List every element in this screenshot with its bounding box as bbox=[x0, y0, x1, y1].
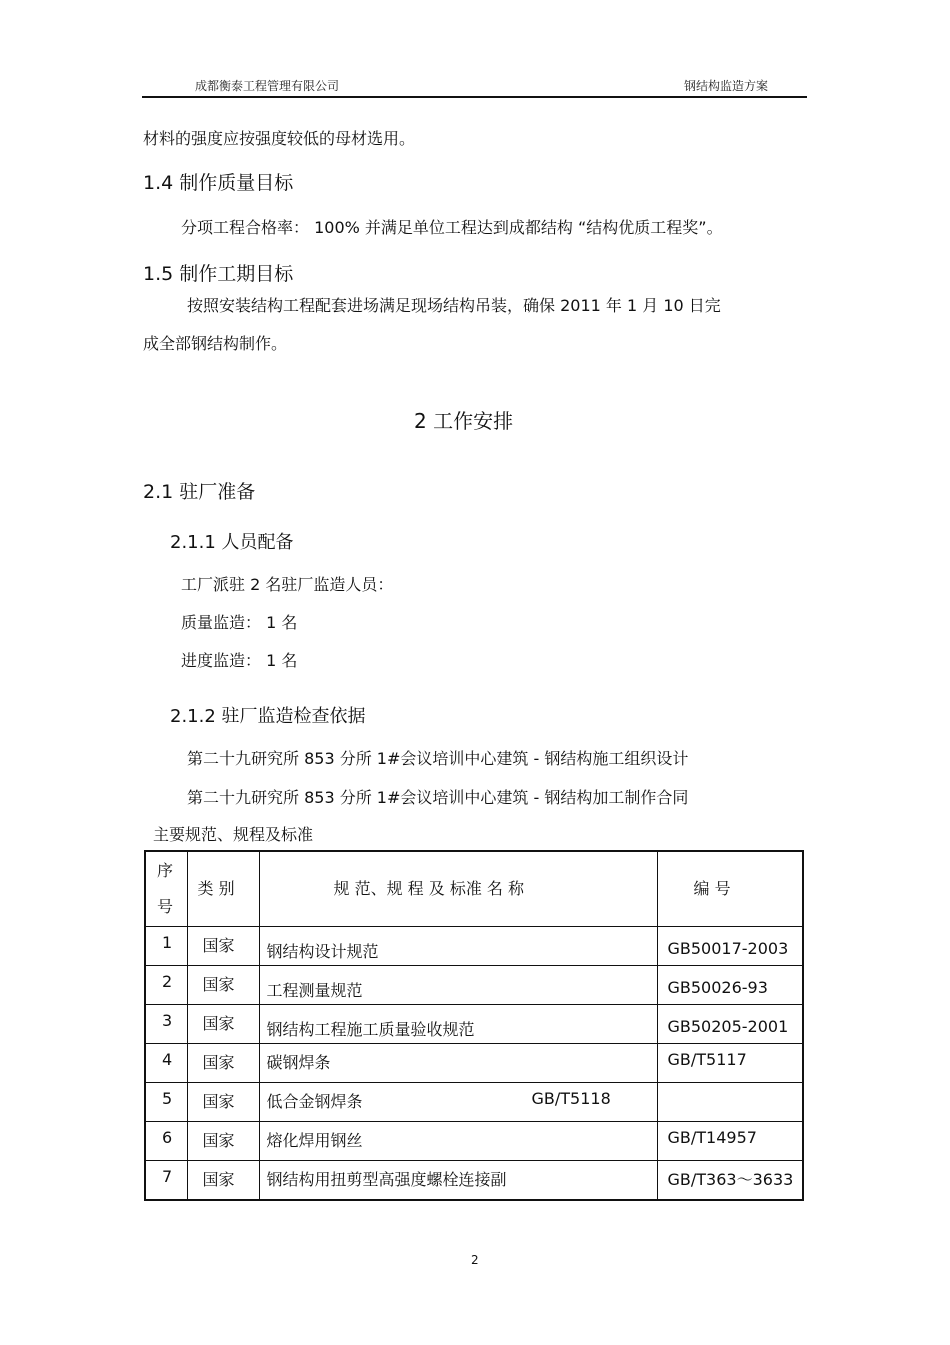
row-no: 1 bbox=[162, 933, 173, 952]
row-name: 钢结构工程施工质量验收规范 bbox=[266, 1020, 475, 1039]
table-row bbox=[145, 1044, 803, 1083]
row-category: 国家 bbox=[202, 1092, 235, 1111]
row-code-misaligned: GB/T5118 bbox=[531, 1089, 611, 1108]
header-no bbox=[145, 851, 187, 927]
row-code: GB/T363～3633 bbox=[667, 1170, 794, 1189]
section-1-5-text-line2: 成全部钢结构制作。 bbox=[143, 334, 288, 353]
row-category: 国家 bbox=[202, 1014, 235, 1033]
table-row bbox=[145, 1083, 803, 1122]
row-category: 国家 bbox=[202, 936, 235, 955]
row-code: GB50026-93 bbox=[667, 978, 768, 997]
section-2-1-1-title: 2.1.1 人员配备 bbox=[170, 532, 294, 553]
section-1-5-title: 1.5 制作工期目标 bbox=[143, 263, 294, 285]
section-1-4-text: 分项工程合格率： 100% 并满足单位工程达到成都结构 “结构优质工程奖”。 bbox=[181, 218, 723, 237]
row-category: 国家 bbox=[202, 1170, 235, 1189]
quality-supervisor-line: 质量监造： 1 名 bbox=[181, 613, 298, 632]
chapter-2-title: 2 工作安排 bbox=[414, 409, 514, 433]
row-code: GB/T5117 bbox=[667, 1050, 747, 1069]
row-name: 工程测量规范 bbox=[266, 981, 363, 1000]
table-row bbox=[145, 1161, 803, 1201]
table-row bbox=[145, 1122, 803, 1161]
standards-caption: 主要规范、规程及标准 bbox=[153, 825, 314, 844]
header-code: 编 号 bbox=[657, 851, 803, 927]
row-code: GB50205-2001 bbox=[667, 1017, 789, 1036]
header-no-bottom: 号 bbox=[157, 897, 174, 916]
row-code: GB/T14957 bbox=[667, 1128, 757, 1147]
header-category: 类 别 bbox=[187, 851, 259, 927]
header-company: 成都衡泰工程管理有限公司 bbox=[195, 79, 340, 93]
row-no: 3 bbox=[162, 1011, 173, 1030]
header-no-top: 序 bbox=[157, 861, 174, 880]
table-row bbox=[145, 1005, 803, 1044]
row-no: 4 bbox=[162, 1050, 173, 1069]
section-2-1-title: 2.1 驻厂准备 bbox=[143, 481, 256, 503]
row-name: 熔化焊用钢丝 bbox=[266, 1131, 363, 1150]
schedule-supervisor-line: 进度监造： 1 名 bbox=[181, 651, 298, 670]
row-name: 碳钢焊条 bbox=[266, 1053, 331, 1072]
row-no: 5 bbox=[162, 1089, 173, 1108]
header-rule bbox=[142, 96, 807, 98]
row-category: 国家 bbox=[202, 975, 235, 994]
row-name: 钢结构设计规范 bbox=[266, 942, 379, 961]
row-no: 2 bbox=[162, 972, 173, 991]
staffing-line: 工厂派驻 2 名驻厂监造人员： bbox=[181, 575, 394, 594]
row-name: 钢结构用扭剪型高强度螺栓连接副 bbox=[266, 1170, 507, 1189]
row-no: 7 bbox=[162, 1167, 173, 1186]
basis-line-2: 第二十九研究所 853 分所 1#会议培训中心建筑 - 钢结构加工制作合同 bbox=[187, 788, 689, 807]
table-row bbox=[145, 966, 803, 1005]
row-no: 6 bbox=[162, 1128, 173, 1147]
section-2-1-2-title: 2.1.2 驻厂监造检查依据 bbox=[170, 706, 366, 727]
header-name: 规 范、规 程 及 标准 名 称 bbox=[259, 851, 657, 927]
table-header-row bbox=[145, 851, 803, 927]
row-code: GB50017-2003 bbox=[667, 939, 789, 958]
row-name: 低合金钢焊条 bbox=[266, 1092, 363, 1111]
header-doc-title: 钢结构监造方案 bbox=[684, 79, 769, 93]
row-category: 国家 bbox=[202, 1131, 235, 1150]
intro-paragraph: 材料的强度应按强度较低的母材选用。 bbox=[143, 129, 416, 148]
section-1-4-title: 1.4 制作质量目标 bbox=[143, 172, 294, 194]
row-category: 国家 bbox=[202, 1053, 235, 1072]
standards-table bbox=[144, 850, 804, 1201]
page-number: 2 bbox=[471, 1253, 479, 1267]
basis-line-1: 第二十九研究所 853 分所 1#会议培训中心建筑 - 钢结构施工组织设计 bbox=[187, 749, 689, 768]
table-row bbox=[145, 927, 803, 966]
section-1-5-text-line1: 按照安装结构工程配套进场满足现场结构吊装，确保 2011 年 1 月 10 日完 bbox=[187, 296, 721, 315]
